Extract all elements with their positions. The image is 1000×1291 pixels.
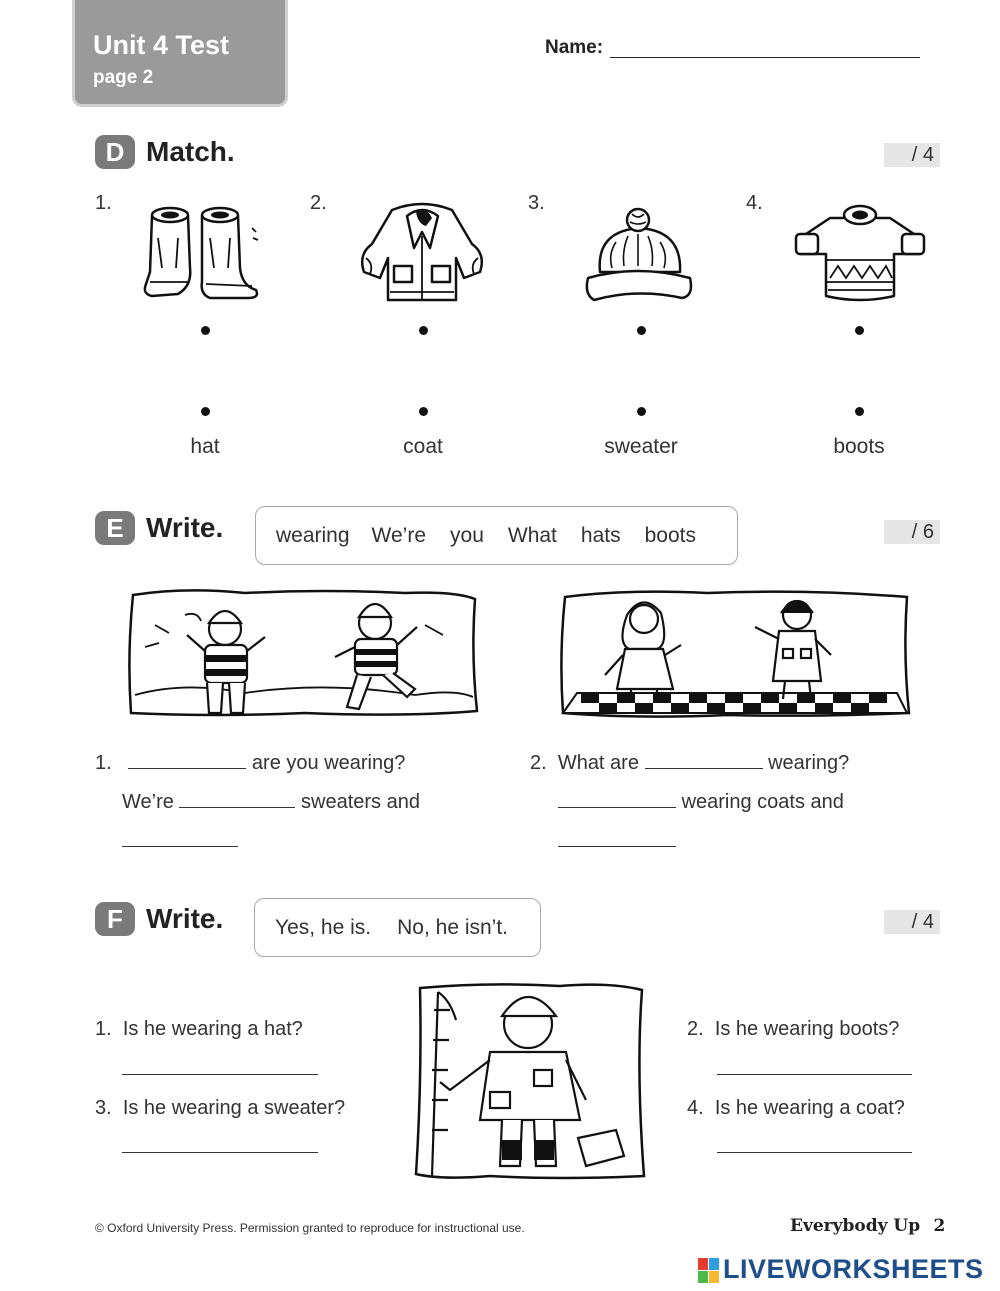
match-dot-bottom[interactable] — [855, 407, 864, 416]
section-d-badge: D — [95, 135, 135, 169]
question-text: We’re — [122, 791, 174, 813]
page-label: page 2 — [93, 67, 154, 88]
match-word: boots — [833, 435, 885, 458]
match-dot-bottom[interactable] — [419, 407, 428, 416]
question-text: Is he wearing a hat? — [122, 1018, 303, 1040]
question-number: 3. — [95, 1097, 112, 1119]
question-e1 — [95, 751, 405, 775]
answer-blank[interactable] — [122, 1074, 318, 1075]
match-dot-top[interactable] — [201, 326, 210, 335]
match-word: coat — [403, 435, 443, 458]
boots-picture — [140, 198, 265, 306]
word-bank-item: boots — [644, 523, 696, 547]
question-f1 — [95, 1018, 303, 1041]
question-number: 1. — [95, 752, 112, 774]
question-text: are you wearing? — [251, 752, 406, 774]
brand-footer — [790, 1216, 945, 1236]
word-bank-item: hats — [580, 523, 621, 547]
word-bank-e — [255, 506, 738, 565]
name-label: Name: — [545, 37, 604, 58]
answer-blank[interactable] — [717, 1152, 912, 1153]
question-text: Is he wearing boots? — [714, 1018, 900, 1040]
liveworksheets-watermark: LIVEWORKSHEETS — [723, 1254, 984, 1284]
word-bank-item: What — [507, 523, 557, 547]
section-d-score: / 4 — [884, 143, 940, 167]
question-text: Is he wearing a sweater? — [122, 1097, 346, 1119]
answer-blank[interactable] — [558, 846, 676, 847]
ice-fishing-boy-picture — [410, 980, 650, 1183]
item-number: 2. — [310, 192, 327, 214]
answer-e1-line1 — [122, 790, 420, 814]
question-f4 — [687, 1097, 905, 1120]
question-f3 — [95, 1097, 345, 1120]
question-number: 2. — [530, 752, 547, 774]
question-text: Is he wearing a coat? — [714, 1097, 905, 1119]
item-number: 3. — [528, 192, 545, 214]
item-number: 1. — [95, 192, 112, 214]
name-field[interactable] — [610, 57, 920, 58]
question-text: wearing coats and — [681, 791, 844, 813]
match-dot-bottom[interactable] — [201, 407, 210, 416]
answer-blank[interactable] — [122, 846, 238, 847]
question-number: 2. — [687, 1018, 704, 1040]
word-bank-f — [254, 898, 541, 957]
section-e-title: Write. — [146, 512, 224, 543]
answer-blank[interactable] — [122, 1152, 318, 1153]
match-word: hat — [190, 435, 220, 458]
children-outdoors-picture — [125, 585, 480, 722]
question-f2 — [687, 1018, 899, 1041]
sweater-picture — [790, 198, 930, 306]
answer-blank[interactable] — [558, 790, 676, 808]
liveworksheets-logo-icon — [698, 1258, 720, 1284]
question-number: 4. — [687, 1097, 704, 1119]
page-number: 2 — [933, 1216, 946, 1236]
answer-e2-line1 — [558, 790, 844, 814]
word-bank-item: you — [450, 523, 484, 547]
match-word: sweater — [604, 435, 678, 458]
match-dot-top[interactable] — [855, 326, 864, 335]
section-e-score: / 6 — [884, 520, 940, 544]
section-f-badge: F — [95, 902, 135, 936]
section-f-title: Write. — [146, 903, 224, 934]
answer-blank[interactable] — [128, 751, 246, 769]
word-bank-item: No, he isn’t. — [397, 915, 509, 939]
unit-title: Unit 4 Test — [93, 30, 230, 60]
coat-picture — [352, 196, 492, 306]
girls-picture — [557, 585, 914, 722]
word-bank-item: wearing — [276, 523, 350, 547]
match-dot-top[interactable] — [419, 326, 428, 335]
brand-name: Everybody Up — [790, 1216, 921, 1236]
word-bank-item: Yes, he is. — [275, 915, 372, 939]
answer-blank[interactable] — [179, 790, 295, 808]
word-bank-item: We’re — [371, 523, 427, 547]
copyright-notice: © Oxford University Press. Permission granted to reproduce for instructional use. — [95, 1221, 525, 1235]
match-dot-bottom[interactable] — [637, 407, 646, 416]
section-e-badge: E — [95, 511, 135, 545]
question-number: 1. — [95, 1018, 112, 1040]
question-text: sweaters and — [301, 791, 420, 813]
section-d-title: Match. — [146, 136, 235, 167]
item-number: 4. — [746, 192, 763, 214]
match-dot-top[interactable] — [637, 326, 646, 335]
answer-blank[interactable] — [645, 751, 763, 769]
answer-blank[interactable] — [717, 1074, 912, 1075]
hat-picture — [582, 206, 697, 306]
question-e2 — [530, 751, 849, 775]
question-text: wearing? — [768, 752, 850, 774]
section-f-score: / 4 — [884, 910, 940, 934]
question-text: What are — [557, 752, 639, 774]
